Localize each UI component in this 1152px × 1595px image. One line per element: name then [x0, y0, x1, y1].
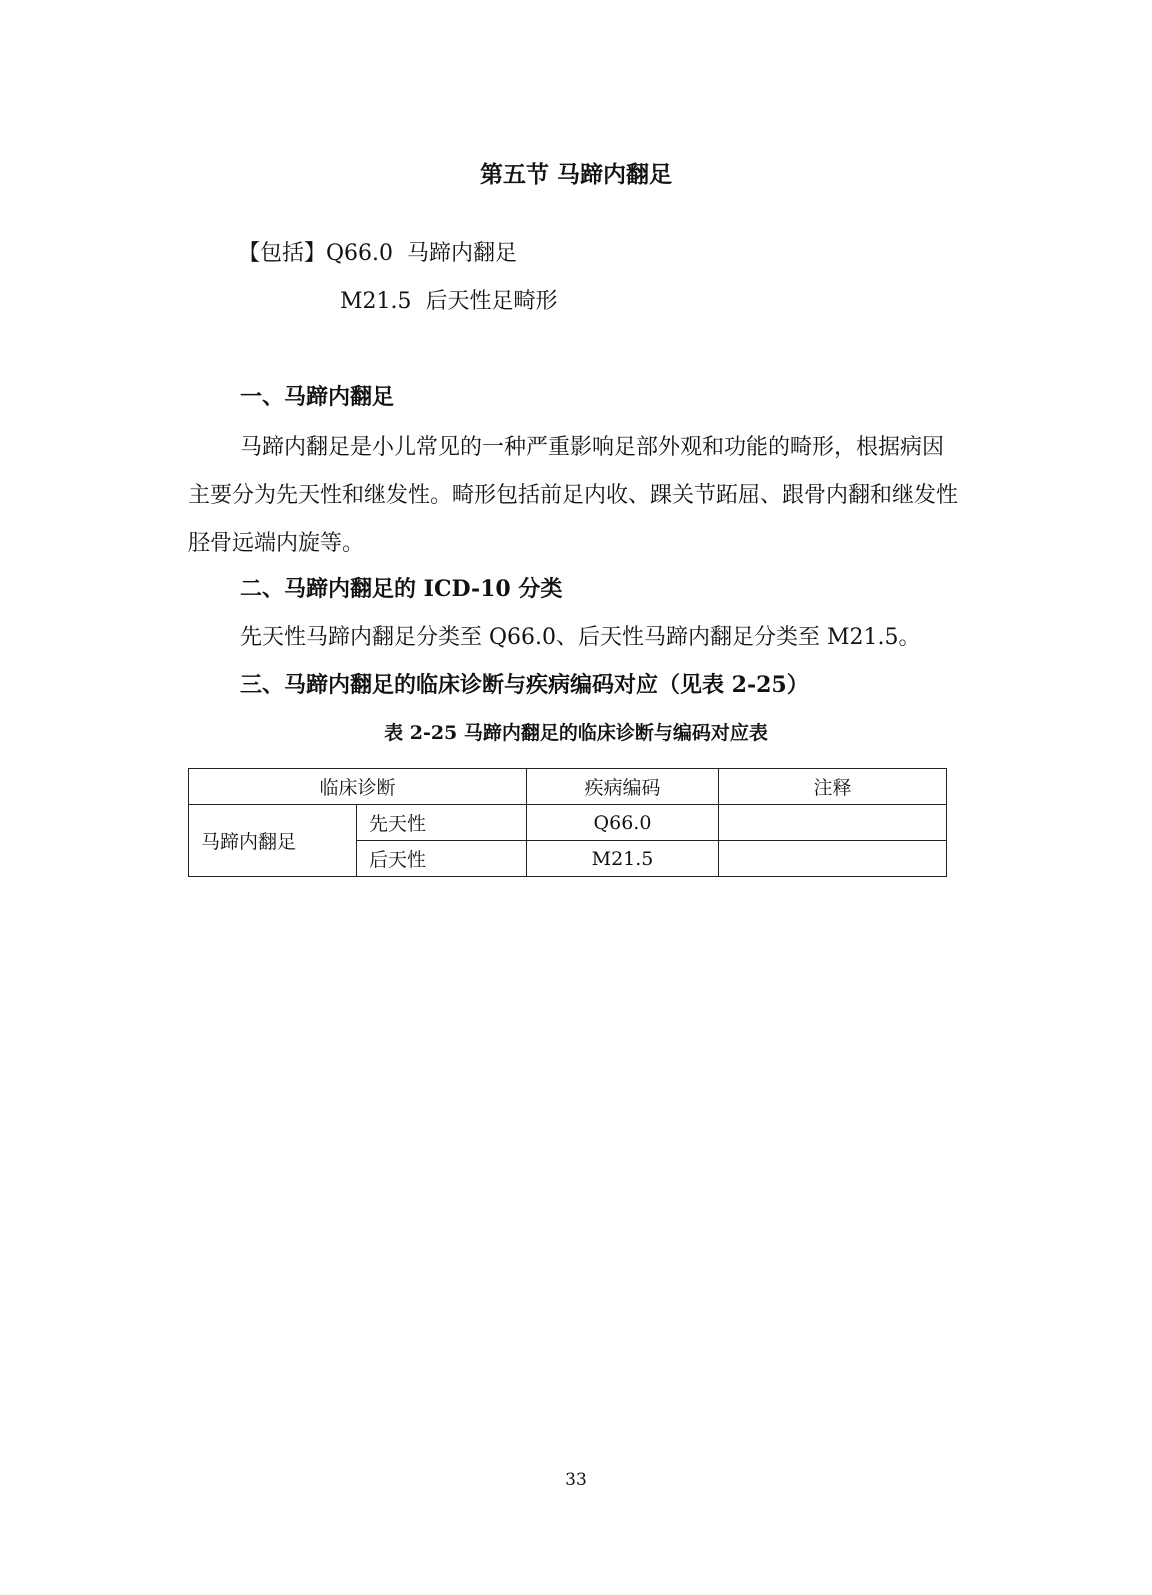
table-header: 疾病编码	[527, 769, 719, 805]
table-cell-note	[719, 805, 947, 841]
table-header: 临床诊断	[189, 769, 527, 805]
heading-1: 一、马蹄内翻足	[240, 384, 395, 410]
heading-2: 二、马蹄内翻足的 ICD-10 分类	[240, 576, 563, 602]
table-row	[189, 805, 947, 841]
table-cell-subtype: 后天性	[357, 841, 527, 877]
include-name: 后天性足畸形	[425, 289, 558, 314]
table-cell-note	[719, 841, 947, 877]
table-cell-code: Q66.0	[527, 805, 719, 841]
table-caption: 表 2-25 马蹄内翻足的临床诊断与编码对应表	[384, 722, 768, 744]
table-cell-subtype: 先天性	[357, 805, 527, 841]
heading-3: 三、马蹄内翻足的临床诊断与疾病编码对应（见表 2-25）	[240, 672, 809, 698]
include-code: Q66.0	[326, 241, 394, 266]
page-number: 33	[565, 1470, 587, 1490]
table-cell-diagnosis: 马蹄内翻足	[189, 805, 357, 877]
paragraph-2: 先天性马蹄内翻足分类至 Q66.0、后天性马蹄内翻足分类至 M21.5。	[240, 625, 921, 650]
include-line-1	[238, 236, 517, 267]
code-table	[188, 768, 947, 877]
table-header: 注释	[719, 769, 947, 805]
section-title: 第五节 马蹄内翻足	[479, 161, 672, 188]
paragraph-1	[188, 424, 964, 568]
paragraph-1-text: 马蹄内翻足是小儿常见的一种严重影响足部外观和功能的畸形，根据病因主要分为先天性和继发性。畸形包括前足内收、踝关节跖屈、跟骨内翻和继发性胫骨远端内旋等。	[188, 435, 959, 556]
include-name: 马蹄内翻足	[407, 241, 518, 266]
include-label: 【包括】	[238, 241, 327, 266]
include-code: M21.5	[340, 289, 412, 314]
table-header-row	[189, 769, 947, 805]
include-line-2	[340, 284, 558, 315]
table-cell-code: M21.5	[527, 841, 719, 877]
